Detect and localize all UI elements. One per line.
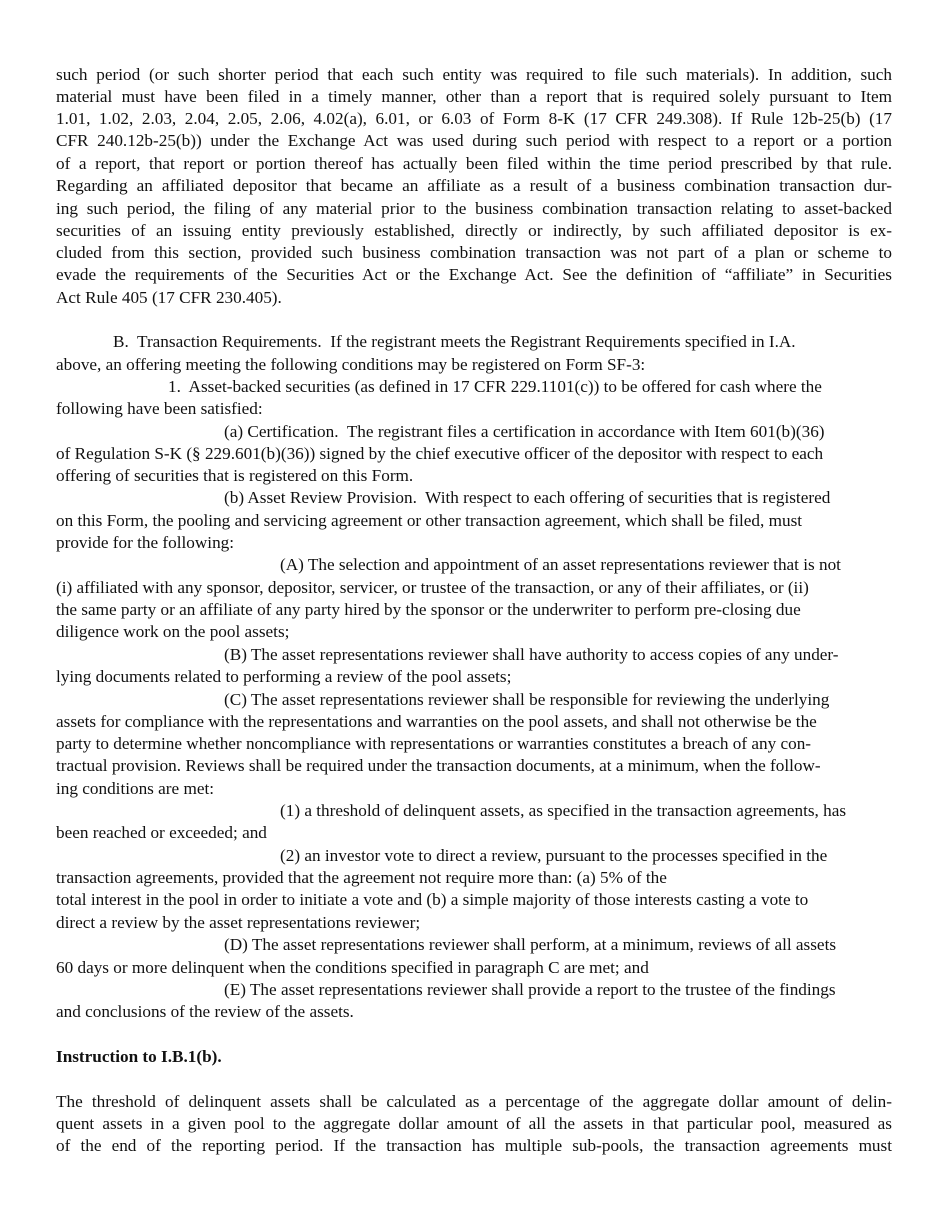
text-line: (E) The asset representations reviewer shall provide a report to the trustee of the findings (224, 980, 836, 999)
text-line: (b) Asset Review Provision. With respect to each offering of securities that is registered (224, 488, 831, 507)
text-line: (2) an investor vote to direct a review, pursuant to the processes specified in the (280, 846, 828, 865)
text-line: lying documents related to performing a review of the pool assets; (56, 667, 512, 686)
text-line: (A) The selection and appointment of an asset representations reviewer that is not (280, 555, 841, 574)
text-line: transaction agreements, provided that the agreement not require more than: (a) 5% of the (56, 868, 667, 887)
text-line: (B) The asset representations reviewer shall have authority to access copies of any under- (224, 645, 839, 664)
text-line: of the end of the reporting period. If the transaction has multiple sub-pools, the transaction agreements must (56, 1136, 892, 1155)
text-line: (C) The asset representations reviewer shall be responsible for reviewing the underlying (224, 690, 830, 709)
text-line: been reached or exceeded; and (56, 823, 267, 842)
text-line: (1) a threshold of delinquent assets, as specified in the transaction agreements, has (280, 801, 847, 820)
text-line: tractual provision. Reviews shall be required under the transaction documents, at a minimum, when the follow- (56, 756, 821, 775)
text-line: of a report, that report or portion thereof has actually been filed within the time period prescribed by that rule. (56, 154, 892, 173)
text-line: Act Rule 405 (17 CFR 230.405). (56, 288, 282, 307)
text-line: ing conditions are met: (56, 779, 214, 798)
text-line: 60 days or more delinquent when the conditions specified in paragraph C are met; and (56, 958, 649, 977)
text-line: provide for the following: (56, 533, 235, 552)
text-line: above, an offering meeting the following conditions may be registered on Form SF-3: (56, 355, 646, 374)
text-line: B. Transaction Requirements. If the registrant meets the Registrant Requirements specified in I.A. (113, 332, 796, 351)
text-line: party to determine whether noncompliance with representations or warranties constitutes a breach of any con- (56, 734, 812, 753)
text-line: securities of an issuing entity previously established, directly or indirectly, by such affiliated depositor is ex- (56, 221, 892, 240)
text-line: following have been satisfied: (56, 399, 263, 418)
text-line: cluded from this section, provided such business combination transaction was not part of a plan or scheme to (56, 243, 892, 262)
text-line: offering of securities that is registered on this Form. (56, 466, 414, 485)
text-line: CFR 240.12b-25(b)) under the Exchange Act was used during such period with respect to a report or a portion (56, 131, 892, 150)
text-line: evade the requirements of the Securities Act or the Exchange Act. See the definition of “affiliate” in Securities (56, 265, 892, 284)
text-line: quent assets in a given pool to the aggregate dollar amount of all the assets in that particular pool, measured as (56, 1114, 892, 1133)
text-line: such period (or such shorter period that each such entity was required to file such materials). In addition, such (56, 65, 892, 84)
text-line: 1. Asset-backed securities (as defined in 17 CFR 229.1101(c)) to be offered for cash where the (168, 377, 822, 396)
text-line: Regarding an affiliated depositor that became an affiliate as a result of a business combination transaction dur- (56, 176, 892, 195)
section-heading: Instruction to I.B.1(b). (56, 1047, 222, 1066)
text-line: ing such period, the filing of any material prior to the business combination transaction relating to asset-backed (56, 199, 892, 218)
text-line: the same party or an affiliate of any party hired by the sponsor or the underwriter to perform pre-closing due (56, 600, 801, 619)
text-line: of Regulation S-K (§ 229.601(b)(36)) signed by the chief executive officer of the depositor with respect to each (56, 444, 824, 463)
text-line: assets for compliance with the representations and warranties on the pool assets, and shall not otherwise be the (56, 712, 817, 731)
text-line: (D) The asset representations reviewer shall perform, at a minimum, reviews of all assets (224, 935, 837, 954)
text-line: direct a review by the asset representations reviewer; (56, 913, 421, 932)
text-line: material must have been filed in a timely manner, other than a report that is required solely pursuant to Item (56, 87, 892, 106)
text-line: on this Form, the pooling and servicing agreement or other transaction agreement, which shall be filed, must (56, 511, 803, 530)
text-line: The threshold of delinquent assets shall be calculated as a percentage of the aggregate dollar amount of delin- (56, 1092, 892, 1111)
text-line: 1.01, 1.02, 2.03, 2.04, 2.05, 2.06, 4.02(a), 6.01, or 6.03 of Form 8-K (17 CFR 249.308). If Rule 12b-25(b) (17 (56, 109, 892, 128)
text-line: and conclusions of the review of the assets. (56, 1002, 354, 1021)
text-line: diligence work on the pool assets; (56, 622, 290, 641)
text-line: (i) affiliated with any sponsor, depositor, servicer, or trustee of the transaction, or any of their affiliates, or (ii) (56, 578, 809, 597)
text-line: total interest in the pool in order to initiate a vote and (b) a simple majority of those interests casting a vote to (56, 890, 809, 909)
text-line: (a) Certification. The registrant files a certification in accordance with Item 601(b)(36) (224, 422, 825, 441)
